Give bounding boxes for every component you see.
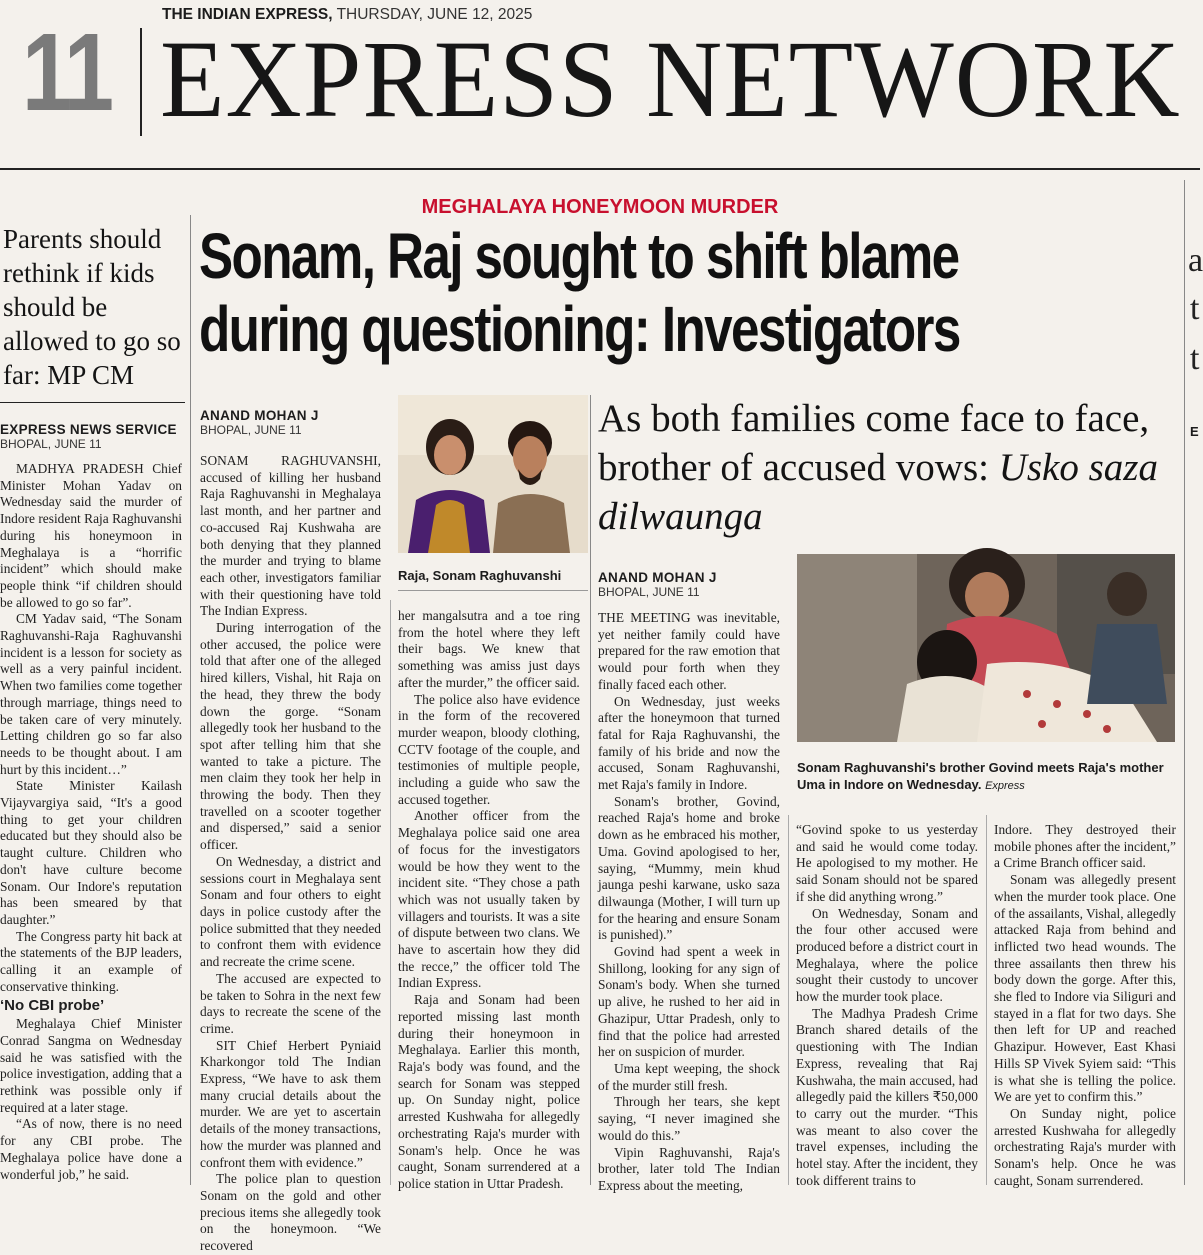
paragraph: her mangalsutra and a toe ring from the hotel where they left their bags. We knew that something was amiss just days after the murder,” the officer said.	[398, 608, 580, 690]
paragraph: On Wednesday, just weeks after the honeymoon that turned fatal for Raja Raghuvanshi, the family of his bride and now the accused, Sonam Raghuvanshi, met Raja's family in Indore.	[598, 693, 780, 793]
paper-name: THE INDIAN EXPRESS,	[162, 6, 333, 23]
main-headline-line-1: Sonam, Raj sought to shift blame	[199, 220, 959, 292]
paragraph: Another officer from the Meghalaya police said one area of focus for the investigators would be how they went to the incident site. “They chose a path which was not usually taken by villagers and tourists. It was a site of dispute between two clans. We have to ascertain how they did the recce,” the officer told The Indian Express.	[398, 808, 580, 991]
paragraph: Govind had spent a week in Shillong, looking for any sign of Sonam's body. When she turned up alive, he rushed to her aid in Ghazipur, Uttar Pradesh, only to find that the police had arrested her on suspicion of murder.	[598, 944, 780, 1060]
paragraph: The Madhya Pradesh Crime Branch shared details of the questioning with The Indian Express, revealing that Raj Kushwaha, the main accused, had allegedly paid the killers ₹50,000 to carry out the murder. “This was meant to also cover the travel expenses, including the hotel stay. After the incident, they took different trains to	[796, 1005, 978, 1188]
edge-headline-fragment: t	[1190, 290, 1200, 327]
paragraph: “As of now, there is no need for any CBI probe. The Meghalaya police have done a wonderful job,” he said.	[0, 1116, 182, 1182]
paragraph: THE MEETING was inevitable, yet neither family could have prepared for the raw emotion that would pour forth when they finally faced each other.	[598, 610, 780, 692]
paragraph: “Govind spoke to us yesterday and said he would come today. He apologised to my mother. He said Sonam should not be spared if she did anything wrong.”	[796, 822, 978, 904]
kicker: MEGHALAYA HONEYMOON MURDER	[421, 196, 779, 218]
masthead-rule	[0, 168, 1200, 170]
embrace-caption-text: Sonam Raghuvanshi's brother Govind meets Raja's mother Uma in Indore on Wednesday.	[797, 760, 1164, 792]
main-headline	[199, 220, 960, 366]
side-story-col-2	[796, 822, 978, 1189]
embrace-photo	[797, 554, 1175, 742]
paragraph: State Minister Kailash Vijayvargiya said, “It's a good thing to get your children educated but they should also be taught culture. Children who don't have culture become Sonam. Our Indore's reputation has been smeared by that daughter.”	[0, 778, 182, 927]
side-headline-quote: Usko saza dilwaunga	[598, 446, 1158, 538]
masthead-divider	[140, 28, 142, 136]
paragraph: Sonam's brother, Govind, reached Raja's home and broke down as he embraced his mother, Uma. Govind apologised to her, saying, “Mummy, mein khud jaunga peshi karwane, usko saza dilwaunga (Mother, I will turn up for the hearing and ensure Sonam is punished).”	[598, 793, 780, 943]
couple-photo-caption: Raja, Sonam Raghuvanshi	[398, 568, 562, 583]
side-story-headline	[598, 394, 1178, 541]
section-title: EXPRESS NETWORK	[160, 18, 1181, 140]
left-story-dateline: BHOPAL, JUNE 11	[0, 437, 102, 451]
left-story-byline	[0, 422, 184, 451]
paragraph: Uma kept weeping, the shock of the murder still fresh.	[598, 1060, 780, 1093]
couple-photo-illustration	[398, 395, 588, 553]
paragraph: The police plan to question Sonam on the gold and other precious items she allegedly took on the honeymoon. “We recovered	[200, 1171, 381, 1254]
paragraph: On Sunday night, police arrested Kushwaha for allegedly orchestrating Raja's murder with Sonam's help. Once he was caught, Sonam surrendered.	[994, 1105, 1176, 1188]
column-divider	[1184, 180, 1185, 1185]
photo-credit: Express	[985, 780, 1025, 792]
paragraph: The accused are expected to be taken to Sohra in the next few days to recreate the scene of the crime.	[200, 970, 381, 1036]
main-headline-line-2: during questioning: Investigators	[199, 293, 960, 365]
issue-date: THURSDAY, JUNE 12, 2025	[336, 6, 533, 23]
side-story-dateline: BHOPAL, JUNE 11	[598, 585, 700, 599]
paragraph: The Congress party hit back at the statements of the BJP leaders, calling it an example of conservative thinking.	[0, 928, 182, 994]
main-story-author: ANAND MOHAN J	[200, 408, 319, 423]
column-divider	[390, 600, 391, 1185]
column-divider	[590, 395, 591, 1185]
edge-headline-fragment: t	[1190, 340, 1200, 377]
paragraph: Through her tears, she kept saying, “I never imagined she would do this.”	[598, 1094, 780, 1143]
column-divider	[190, 215, 191, 1185]
paragraph: On Wednesday, Sonam and the four other accused were produced before a district court in Meghalaya, where the police sought their custody to uncover how the murder took place.	[796, 905, 978, 1005]
left-story-body	[0, 461, 182, 1183]
couple-photo	[398, 395, 588, 553]
left-story-author: EXPRESS NEWS SERVICE	[0, 422, 177, 437]
subhead: ‘No CBI probe’	[0, 996, 105, 1014]
main-story-byline	[200, 408, 390, 437]
paragraph: Meghalaya Chief Minister Conrad Sangma on Wednesday said he was satisfied with the police investigation, adding that a rethink was possible only if required at a later stage.	[0, 1016, 182, 1115]
caption-rule	[398, 590, 588, 591]
main-story-col-1	[200, 453, 381, 1255]
side-story-col-1	[598, 610, 780, 1195]
edge-headline-fragment: a	[1188, 242, 1203, 279]
main-story-col-2	[398, 608, 580, 1193]
paragraph: SIT Chief Herbert Pyniaid Kharkongor told The Indian Express, “We have to ask them many crucial details about the murder. We are yet to ascertain details of the money transactions, how the murder was planned and confront them with evidence.”	[200, 1037, 381, 1170]
side-story-byline	[598, 570, 788, 599]
paragraph: During interrogation of the other accused, the police were told that after one of the alleged hired killers, Vishal, hit Raja on the head, they threw the body down the gorge. “Sonam allegedly took her husband to the spot after telling him that she wanted to take a picture. The men claim they took her help in throwing the body. Then they travelled on a scooter together and dispersed,” said a senior officer.	[200, 620, 381, 853]
paragraph: Raja and Sonam had been reported missing last month during their honeymoon in Meghalaya. Earlier this month, Raja's body was found, and the search for Sonam was stepped up. On Sunday night, police arrested Kushwaha for allegedly orchestrating Raja's murder with Sonam's help. Once he was caught, Sonam surrendered at a police station in Uttar Pradesh.	[398, 992, 580, 1191]
paragraph: On Wednesday, a district and sessions court in Meghalaya sent Sonam and four others to eight days in police custody after the police submitted that they needed to confront them with evidence and recreate the crime scene.	[200, 853, 381, 970]
paragraph: Sonam was allegedly present when the murder took place. One of the assailants, Vishal, allegedly attacked Raja from behind and inflicted two head wounds. The three assailants then threw his body down the gorge. After this, she fled to Indore via Siliguri and stayed in a flat for two days. She then left for UP and reached Ghazipur. However, East Khasi Hills SP Vivek Syiem said: “This is what she is telling the police. We are yet to confirm this.”	[994, 872, 1176, 1105]
side-story-author: ANAND MOHAN J	[598, 570, 717, 585]
side-headline-text: As both families come face to face, brother of accused vows:	[598, 397, 1150, 489]
left-story-headline: Parents should rethink if kids should be allowed to go so far: MP CM	[3, 224, 181, 390]
edge-byline-fragment: E	[1190, 424, 1199, 439]
main-story-dateline: BHOPAL, JUNE 11	[200, 423, 302, 437]
embrace-photo-illustration	[797, 554, 1175, 742]
paragraph: MADHYA PRADESH Chief Minister Mohan Yadav on Wednesday said the murder of Indore resident Raja Raghuvanshi during his honeymoon in Meghalaya is a “horrific incident” which should make people think “if children should be allowed to go so far”.	[0, 461, 182, 610]
paragraph: Indore. They destroyed their mobile phones after the incident,” a Crime Branch officer said.	[994, 822, 1176, 871]
page-number: 11	[22, 11, 111, 134]
paragraph: CM Yadav said, “The Sonam Raghuvanshi-Raja Raghuvanshi incident is a lesson for society as well as a very painful incident. When two families come together through marriage, things need to be taken care of very minutely. Letting children go so far also needs to be thought about. I am hurt by this incident…”	[0, 611, 182, 777]
left-story-rule	[0, 402, 185, 403]
embrace-photo-caption	[797, 759, 1177, 795]
column-divider	[788, 815, 789, 1185]
column-divider	[986, 815, 987, 1185]
paragraph: SONAM RAGHUVANSHI, accused of killing her husband Raja Raghuvanshi in Meghalaya last month, and her partner and co-accused Raj Kushwaha are both denying that they planned the murder and trying to blame each other, investigators familiar with their questioning have told The Indian Express.	[200, 453, 381, 619]
paragraph: Vipin Raghuvanshi, Raja's brother, later told The Indian Express about the meeting,	[598, 1144, 780, 1193]
side-story-col-3	[994, 822, 1176, 1189]
paragraph: The police also have evidence in the form of the recovered murder weapon, bloody clothing, CCTV footage of the couple, and testimonies of multiple people, including a guide who saw the accused together.	[398, 691, 580, 807]
